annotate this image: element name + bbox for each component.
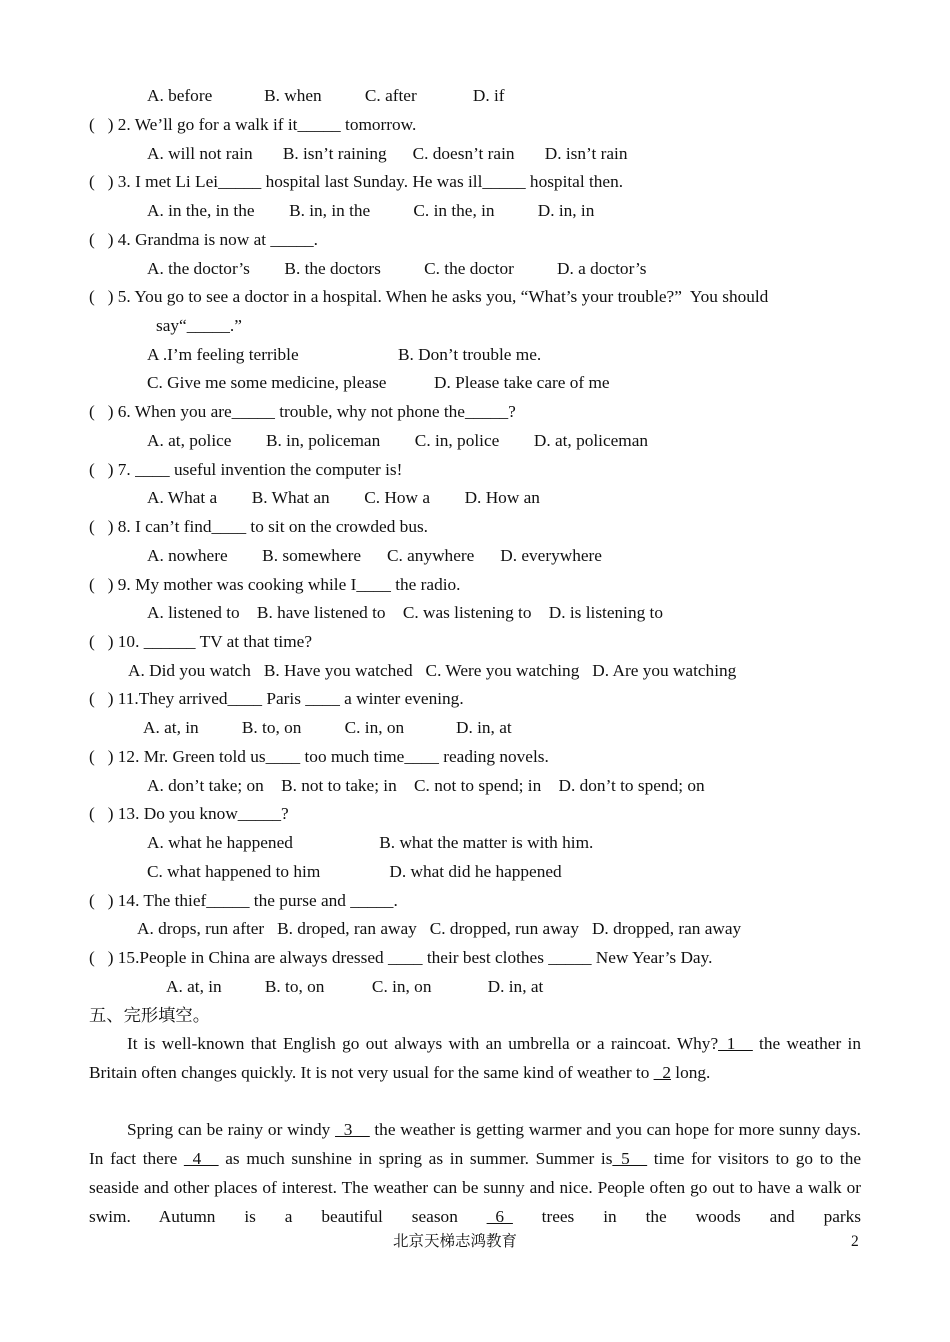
q3-options: A. in the, in the B. in, in the C. in the, in D. in, in [147,201,595,220]
blank-5: _5__ [612,1149,648,1168]
q13-question: ( ) 13. Do you know_____? [89,804,289,823]
q11-question: ( ) 11.They arrived____ Paris ____ a winter evening. [89,689,464,708]
p1-text-c: the weather in Britain often changes quickly. It is not very usual for the same kind of weather to [89,1034,861,1082]
p1-text-d: long. [670,1063,711,1082]
q9-options: A. listened to B. have listened to C. was listening to D. is listening to [147,603,663,622]
p2-text-a: Spring can be rainy or windy [127,1120,336,1139]
q15-options: A. at, in B. to, on C. in, on D. in, at [166,977,544,996]
blank-2: _2 [653,1063,671,1082]
q11-options: A. at, in B. to, on C. in, on D. in, at [143,718,512,737]
blank-6: _6_ [486,1207,513,1226]
q10-options: A. Did you watch B. Have you watched C. Were you watching D. Are you watching [128,661,737,680]
footer-page-number: 2 [851,1233,859,1250]
q2-options: A. will not rain B. isn’t raining C. doesn’t rain D. isn’t rain [147,144,628,163]
q4-question: ( ) 4. Grandma is now at _____. [89,230,318,249]
q1-options: A. before B. when C. after D. if [147,86,505,105]
q13-options-ab: A. what he happened B. what the matter is with him. [147,833,594,852]
q13-options-cd: C. what happened to him D. what did he happened [147,862,562,881]
q9-question: ( ) 9. My mother was cooking while I____ the radio. [89,575,461,594]
q10-question: ( ) 10. ______ TV at that time? [89,632,313,651]
q15-question: ( ) 15.People in China are always dressed ____ their best clothes _____ New Year’s Day. [89,948,713,967]
q8-question: ( ) 8. I can’t find____ to sit on the crowded bus. [89,517,429,536]
q5-options-cd: C. Give me some medicine, please D. Please take care of me [147,373,610,392]
p2-text-c: the weather is getting warmer and you can hope for more sunny days. In fact there [89,1120,861,1168]
q14-question: ( ) 14. The thief_____ the purse and _____. [89,891,398,910]
q4-options: A. the doctor’s B. the doctors C. the doctor D. a doctor’s [147,259,647,278]
q8-options: A. nowhere B. somewhere C. anywhere D. everywhere [147,546,602,565]
q5-options-ab: A .I’m feeling terrible B. Don’t trouble me. [147,345,542,364]
cloze-paragraph-2 [89,1115,861,1231]
q5-question: ( ) 5. You go to see a doctor in a hospital. When he asks you, “What’s your trouble?” You should [89,287,769,306]
footer-publisher: 北京天梯志鸿教育 [393,1233,518,1250]
q6-options: A. at, police B. in, policeman C. in, police D. at, policeman [147,431,649,450]
q7-question: ( ) 7. ____ useful invention the computer is! [89,460,403,479]
q3-question: ( ) 3. I met Li Lei_____ hospital last Sunday. He was ill_____ hospital then. [89,172,624,191]
q5-question-cont: say“_____.” [156,316,242,335]
p2-text-f: trees in the woods and parks [512,1207,862,1226]
p2-text-d: as much sunshine in spring as in summer. Summer is [218,1149,613,1168]
p2-text-e: time for visitors to go to the seaside and other places of interest. The weather can be sunny and nice. People often go out to have a walk or swim. Autumn is a beautiful season [89,1149,862,1226]
blank-3: _3__ [335,1120,370,1139]
q14-options: A. drops, run after B. droped, ran away C. dropped, run away D. dropped, ran away [137,919,742,938]
q12-question: ( ) 12. Mr. Green told us____ too much time____ reading novels. [89,747,549,766]
q2-question: ( ) 2. We’ll go for a walk if it_____ tomorrow. [89,115,417,134]
q7-options: A. What a B. What an C. How a D. How an [147,488,540,507]
cloze-paragraph-1 [89,1029,861,1087]
q6-question: ( ) 6. When you are_____ trouble, why not phone the_____? [89,402,516,421]
p1-text-a: It is well-known that English go out always with an umbrella or a raincoat. Why? [127,1034,719,1053]
blank-1: _1__ [718,1034,753,1053]
blank-4: _4__ [183,1149,219,1168]
section-heading-cloze: 五、完形填空。 [89,1006,210,1025]
q12-options: A. don’t take; on B. not to take; in C. not to spend; in D. don’t to spend; on [147,776,705,795]
